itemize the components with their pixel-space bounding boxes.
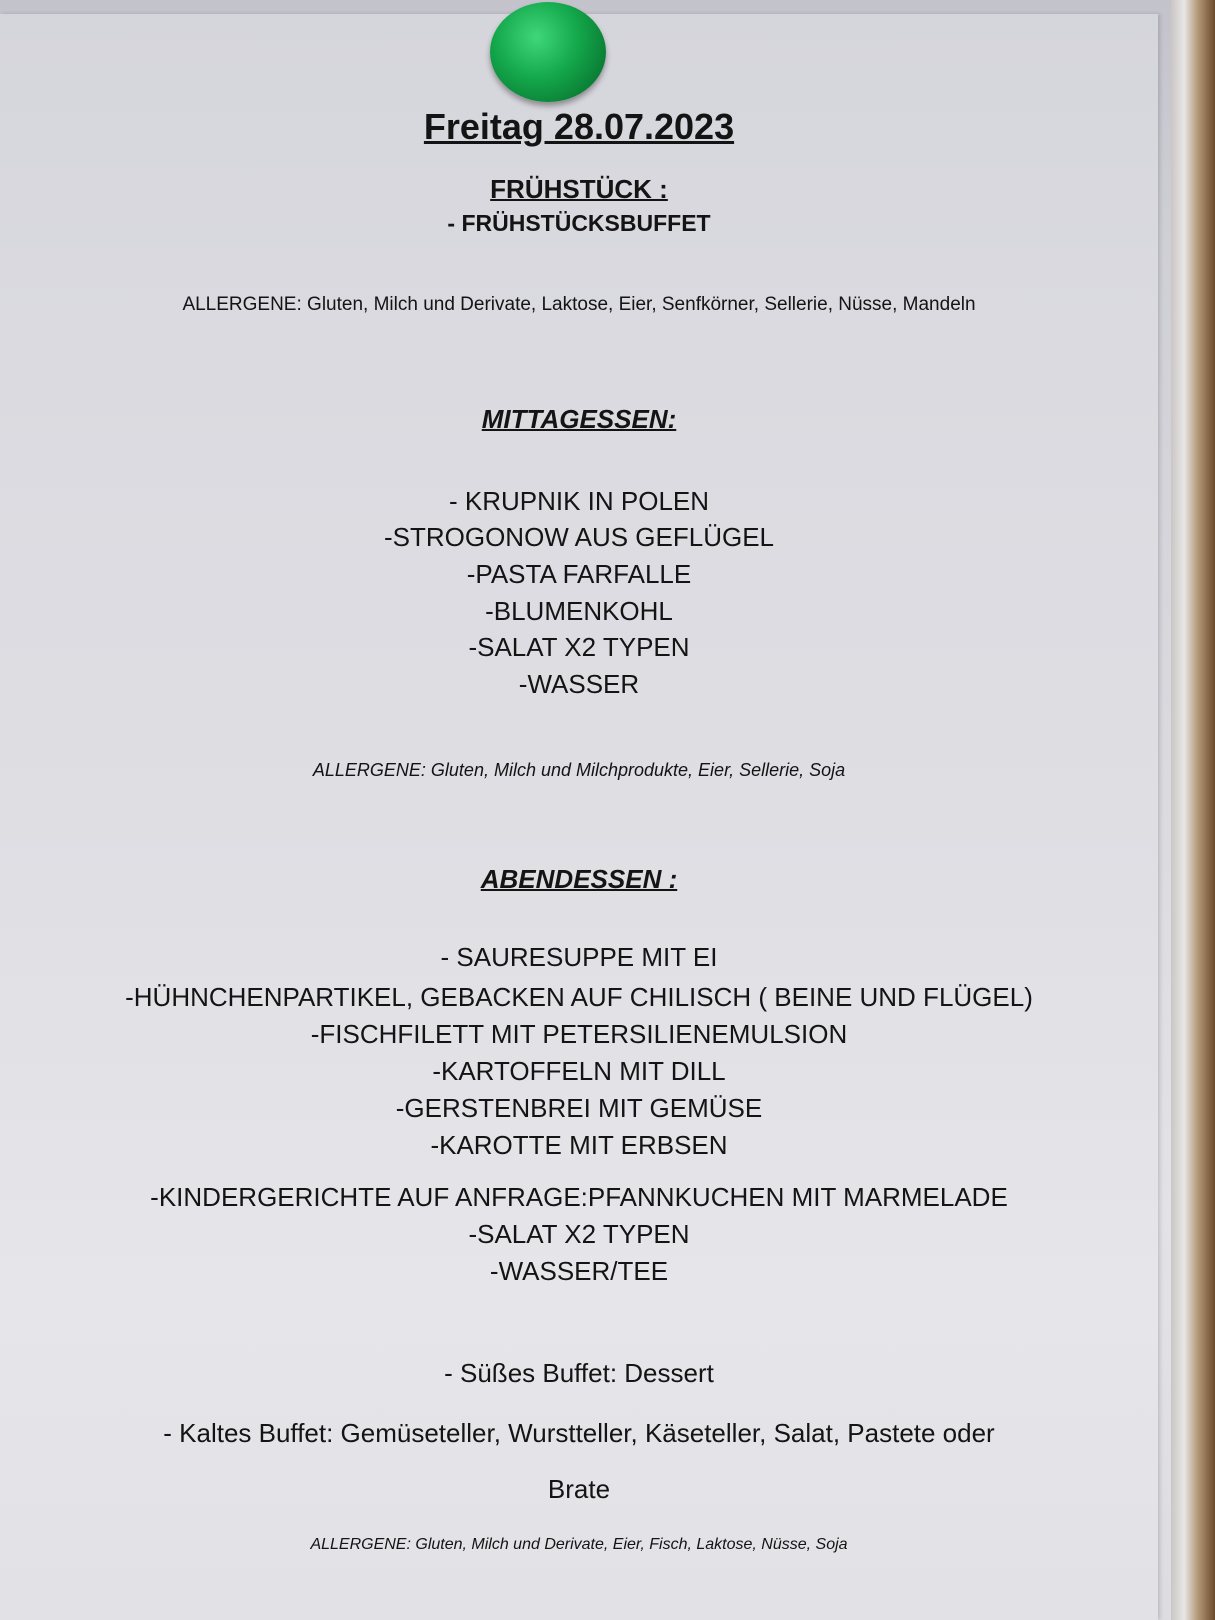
lunch-item: - KRUPNIK IN POLEN [448,486,710,516]
dinner-heading: ABENDESSEN : [480,864,678,894]
dinner-item: -WASSER/TEE [489,1256,669,1286]
breakfast-item: - FRÜHSTÜCKSBUFFET [447,210,711,236]
cold-buffet-line1: - Kaltes Buffet: Gemüseteller, Wurstteller, Käseteller, Salat, Pastete oder [163,1418,995,1448]
lunch-item: -BLUMENKOHL [485,596,673,626]
sweet-buffet: - Süßes Buffet: Dessert [444,1358,714,1388]
dinner-item: -KAROTTE MIT ERBSEN [430,1130,728,1160]
dinner-item: -SALAT X2 TYPEN [468,1219,690,1249]
dinner-item: -GERSTENBREI MIT GEMÜSE [395,1093,763,1123]
pushpin-icon [490,2,606,102]
frame-edge [1171,0,1215,1620]
dinner-item: -FISCHFILETT MIT PETERSILIENEMULSION [310,1019,848,1049]
cold-buffet-line2: Brate [547,1474,611,1504]
breakfast-allergens: ALLERGENE: Gluten, Milch und Derivate, Laktose, Eier, Senfkörner, Sellerie, Nüsse, Mandeln [182,294,976,315]
lunch-allergens: ALLERGENE: Gluten, Milch und Milchprodukte, Eier, Sellerie, Soja [312,760,846,780]
menu-date-title: Freitag 28.07.2023 [423,106,735,147]
lunch-item: -WASSER [518,669,640,699]
dinner-item: -HÜHNCHENPARTIKEL, GEBACKEN AUF CHILISCH ( BEINE UND FLÜGEL) [125,982,1033,1012]
lunch-item: -PASTA FARFALLE [466,559,692,589]
lunch-item: -SALAT X2 TYPEN [468,632,690,662]
dinner-item: -KARTOFFELN MIT DILL [432,1056,726,1086]
dinner-item: -KINDERGERICHTE AUF ANFRAGE:PFANNKUCHEN MIT MARMELADE [150,1182,1008,1212]
lunch-heading: MITTAGESSEN: [481,404,677,434]
menu-sheet [0,14,1158,1620]
breakfast-heading: FRÜHSTÜCK : [490,174,668,204]
dinner-allergens: ALLERGENE: Gluten, Milch und Derivate, Eier, Fisch, Laktose, Nüsse, Soja [310,1536,848,1553]
lunch-item: -STROGONOW AUS GEFLÜGEL [383,522,775,552]
dinner-item: - SAURESUPPE MIT EI [440,942,718,972]
